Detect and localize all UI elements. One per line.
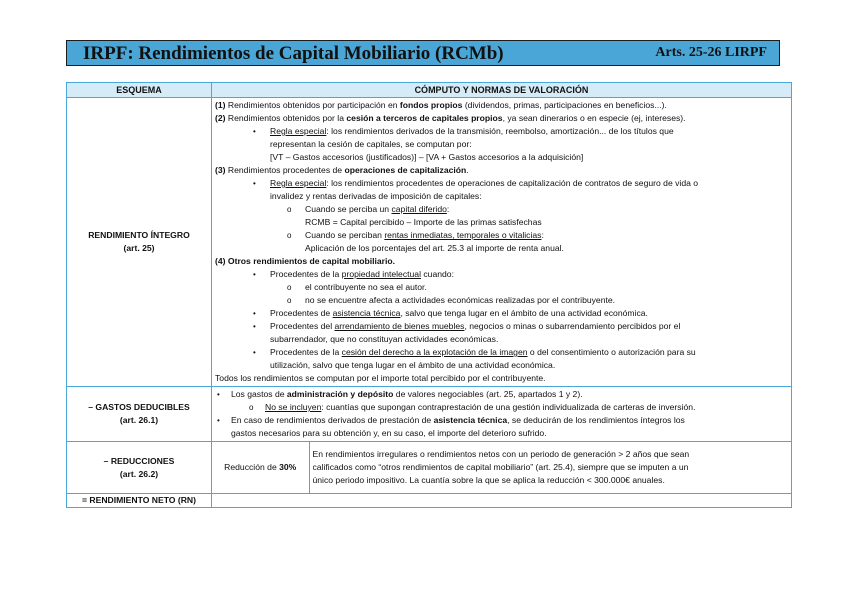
item-4-bullet-4: • Procedentes de la cesión del derecho a la explotación de la imagen o del consentimiento o autorización para su [253,347,696,357]
circle-bullet-icon: o [287,231,292,240]
reduccion-line-3: único periodo impositivo. La cuantía sobre la que se aplica la reducción < 300.000€ anuales. [312,475,665,485]
content-reducciones [212,442,792,494]
circle-bullet-icon: o [287,283,292,292]
item-4-bullet-1-sub-2: o no se encuentre afecta a actividades económicas realizadas por el contribuyente. [287,295,616,305]
item-1: (1) Rendimientos obtenidos por participación en fondos propios (dividendos, primas, participaciones en beneficios...). [215,100,667,110]
item-2-rule-cont: representan la cesión de capitales, se computan por: [270,139,472,149]
gastos-bullet-1: • Los gastos de administración y depósito de valores negociables (art. 25, apartados 1 y 2). [217,389,583,399]
item-3: (3) Rendimientos procedentes de operaciones de capitalización. [215,165,469,175]
item-3-rule-cont: invalidez y rentas derivadas de imposición de capitales: [270,191,482,201]
label-rendimiento-integro [67,98,212,387]
integro-footer: Todos los rendimientos se computan por el importe total percibido por el contribuyente. [215,373,546,383]
item-4-bullet-2: • Procedentes de asistencia técnica, salvo que tenga lugar en el ámbito de una actividad económica. [253,308,648,318]
page-title: IRPF: Rendimientos de Capital Mobiliario (RCMb) [83,43,504,64]
reducciones-inner-table [212,442,791,493]
label-text: – GASTOS DEDUCIBLES [88,402,190,412]
item-2-formula: [VT – Gastos accesorios (justificados)] – [VA + Gastos accesorios a la adquisición] [270,152,584,162]
label-gastos-deducibles [67,387,212,442]
item-4-bullet-1-sub-1: o el contribuyente no sea el autor. [287,282,427,292]
reduccion-description [309,442,791,493]
articles-reference: Arts. 25-26 LIRPF [655,45,767,60]
item-3-sub-1-formula: RCMB = Capital percibido – Importe de las primas satisfechas [305,217,542,227]
bullet-icon: • [253,127,256,136]
bullet-icon: • [217,390,220,399]
label-ref: (art. 25) [123,243,155,253]
label-reducciones [67,442,212,494]
circle-bullet-icon: o [249,403,254,412]
label-text: RENDIMIENTO ÍNTEGRO [88,230,190,240]
label-ref: (art. 26.1) [119,415,159,425]
summary-table [66,82,792,508]
item-3-sub-1: o Cuando se perciba un capital diferido: [287,204,450,214]
title-bar [66,40,780,66]
item-2-rule: • Regla especial: los rendimientos derivados de la transmisión, reembolso, amortización... de los títulos que [253,126,674,136]
reduccion-line-1: En rendimientos irregulares o rendimientos netos con un periodo de generación > 2 años que sean [312,449,690,459]
gastos-bullet-2: • En caso de rendimientos derivados de prestación de asistencia técnica, se deducirán de los rendimientos íntegros los [217,415,685,425]
item-4-bullet-3: • Procedentes del arrendamiento de bienes muebles, negocios o minas o subarrendamiento percibidos por el [253,321,681,331]
column-header-computo: CÓMPUTO Y NORMAS DE VALORACIÓN [212,83,792,98]
reduccion-line-2: calificados como “otros rendimientos de capital mobiliario” (art. 25.4), siempre que se imputen a un [312,462,689,472]
bullet-icon: • [253,270,256,279]
item-2: (2) Rendimientos obtenidos por la cesión a terceros de capitales propios, ya sean dinerarios o en especie (ej, intereses). [215,113,686,123]
content-rendimiento-neto [212,494,792,508]
bullet-icon: • [253,179,256,188]
circle-bullet-icon: o [287,296,292,305]
item-3-sub-2-text: Aplicación de los porcentajes del art. 25.3 al importe de renta anual. [305,243,564,253]
content-rendimiento-integro [212,98,792,387]
item-3-rule: • Regla especial: los rendimientos procedentes de operaciones de capitalización de contratos de seguro de vida o [253,178,699,188]
content-gastos-deducibles [212,387,792,442]
column-header-esquema: ESQUEMA [67,83,212,98]
label-text: – REDUCCIONES [103,455,175,466]
label-rendimiento-neto: = RENDIMIENTO NETO (RN) [67,494,212,508]
bullet-icon: • [253,348,256,357]
item-4: (4) Otros rendimientos de capital mobiliario. [215,256,396,266]
bullet-icon: • [253,322,256,331]
item-4-bullet-1: • Procedentes de la propiedad intelectual cuando: [253,269,454,279]
item-3-sub-2: o Cuando se perciban rentas inmediatas, temporales o vitalicias: [287,230,544,240]
gastos-bullet-1-sub: o No se incluyen: cuantías que supongan contraprestación de una gestión individualizada de carteras de inversión. [249,402,696,412]
row-rendimiento-integro [67,98,792,387]
bullet-icon: • [217,416,220,425]
bullet-icon: • [253,309,256,318]
circle-bullet-icon: o [287,205,292,214]
item-4-bullet-3-cont: subarrendador, que no constituyan actividades económicas. [270,334,499,344]
gastos-bullet-2-cont: gastos necesarios para su obtención y, en su caso, el importe del deterioro sufrido. [231,428,547,438]
row-rendimiento-neto [67,494,792,508]
label-ref: (art. 26.2) [119,468,159,479]
row-reducciones [67,442,792,494]
header-row [67,83,792,98]
item-4-bullet-4-cont: utilización, salvo que tenga lugar en el ámbito de una actividad económica. [270,360,556,370]
row-gastos-deducibles [67,387,792,442]
reduccion-percentage: Reducción de 30% [224,462,297,472]
